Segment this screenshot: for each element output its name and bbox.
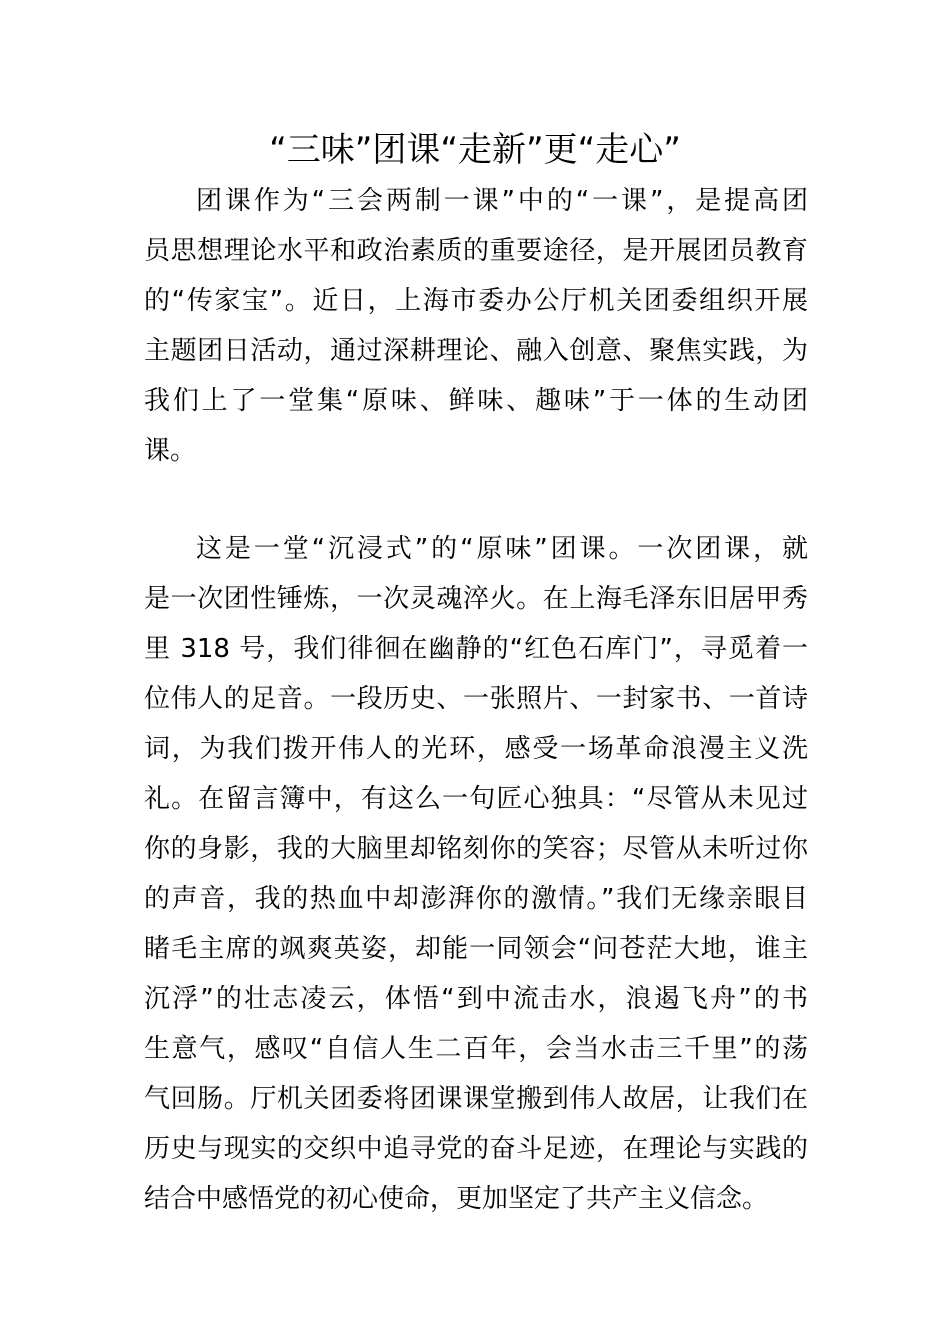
paragraph-2 xyxy=(144,524,808,1224)
paragraph-line: 的“传家宝”。近日，上海市委办公厅机关团委组织开展 xyxy=(144,286,808,316)
paragraph-line: 历史与现实的交织中追寻党的奋斗足迹，在理论与实践的 xyxy=(144,1134,808,1164)
paragraph-line: 礼。在留言簿中，有这么一句匠心独具：“尽管从未见过 xyxy=(144,784,808,814)
paragraph-line: 气回肠。厅机关团委将团课课堂搬到伟人故居，让我们在 xyxy=(144,1084,808,1114)
paragraph-line: 主题团日活动，通过深耕理论、融入创意、聚焦实践，为 xyxy=(144,336,808,366)
paragraph-line: 员思想理论水平和政治素质的重要途径，是开展团员教育 xyxy=(144,236,808,266)
paragraph-line: 里 318 号，我们徘徊在幽静的“红色石库门”，寻觅着一 xyxy=(144,634,808,664)
document-title: “三味”团课“走新”更“走心” xyxy=(269,130,681,170)
paragraph-line: 你的身影，我的大脑里却铭刻你的笑容；尽管从未听过你 xyxy=(144,834,808,864)
paragraph-1 xyxy=(144,176,808,476)
paragraph-line: 这是一堂“沉浸式”的“原味”团课。一次团课，就 xyxy=(196,534,808,564)
paragraph-line: 位伟人的足音。一段历史、一张照片、一封家书、一首诗 xyxy=(144,684,808,714)
paragraph-line: 词，为我们拨开伟人的光环，感受一场革命浪漫主义洗 xyxy=(144,734,808,764)
paragraph-line: 生意气，感叹“自信人生二百年，会当水击三千里”的荡 xyxy=(144,1034,808,1064)
paragraph-line: 团课作为“三会两制一课”中的“一课”，是提高团 xyxy=(196,186,808,216)
paragraph-line: 睹毛主席的飒爽英姿，却能一同领会“问苍茫大地，谁主 xyxy=(144,934,808,964)
paragraph-line: 是一次团性锤炼，一次灵魂淬火。在上海毛泽东旧居甲秀 xyxy=(144,584,808,614)
paragraph-line: 课。 xyxy=(144,436,197,466)
paragraph-line: 我们上了一堂集“原味、鲜味、趣味”于一体的生动团 xyxy=(144,386,808,416)
paragraph-line: 的声音，我的热血中却澎湃你的激情。”我们无缘亲眼目 xyxy=(144,884,808,914)
paragraph-line: 沉浮”的壮志凌云，体悟“到中流击水，浪遏飞舟”的书 xyxy=(144,984,808,1014)
paragraph-line: 结合中感悟党的初心使命，更加坚定了共产主义信念。 xyxy=(144,1184,769,1214)
